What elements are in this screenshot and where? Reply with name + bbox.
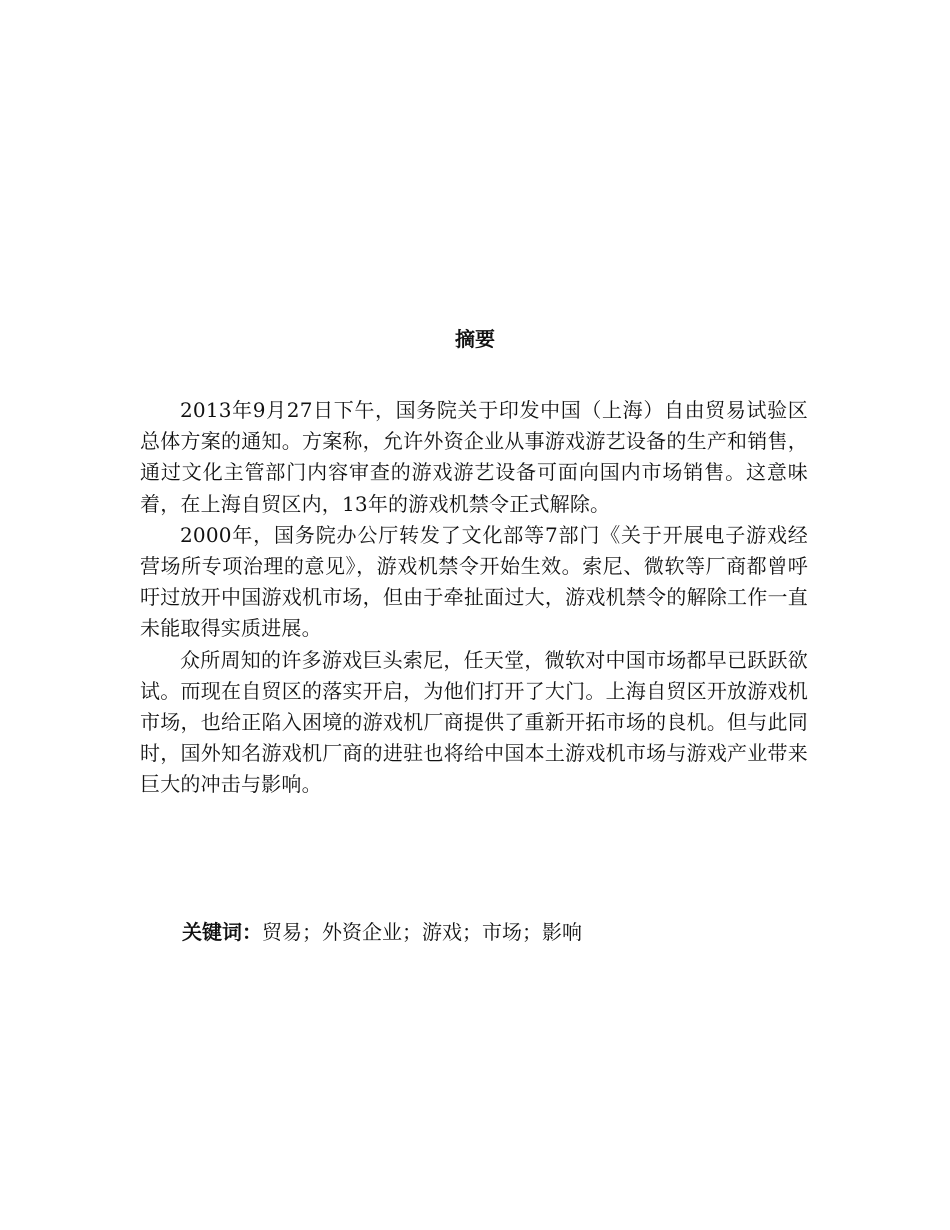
abstract-body xyxy=(140,395,808,801)
abstract-paragraph-3: 众所周知的许多游戏巨头索尼，任天堂，微软对中国市场都早已跃跃欲试。而现在自贸区的落实开启，为他们打开了大门。上海自贸区开放游戏机市场，也给正陷入困境的游戏机厂商提供了重新开拓市场的良机。但与此同时，国外知名游戏机厂商的进驻也将给中国本土游戏机市场与游戏产业带来巨大的冲击与影响。 xyxy=(140,647,808,797)
keywords-label: 关键词： xyxy=(182,920,262,944)
keywords-line xyxy=(182,917,822,948)
keywords-text: 贸易；外资企业；游戏；市场；影响 xyxy=(262,920,582,944)
abstract-paragraph-2: 2000年，国务院办公厅转发了文化部等7部门《关于开展电子游戏经营场所专项治理的意见》，游戏机禁令开始生效。索尼、微软等厂商都曾呼吁过放开中国游戏机市场，但由于牵扯面过大，游戏机禁令的解除工作一直未能取得实质进展。 xyxy=(140,522,808,641)
abstract-paragraph-1: 2013年9月27日下午，国务院关于印发中国（上海）自由贸易试验区总体方案的通知。方案称，允许外资企业从事游戏游艺设备的生产和销售，通过文化主管部门内容审查的游戏游艺设备可面向国内市场销售。这意味着，在上海自贸区内，13年的游戏机禁令正式解除。 xyxy=(140,398,808,516)
abstract-title: 摘要 xyxy=(455,327,495,351)
